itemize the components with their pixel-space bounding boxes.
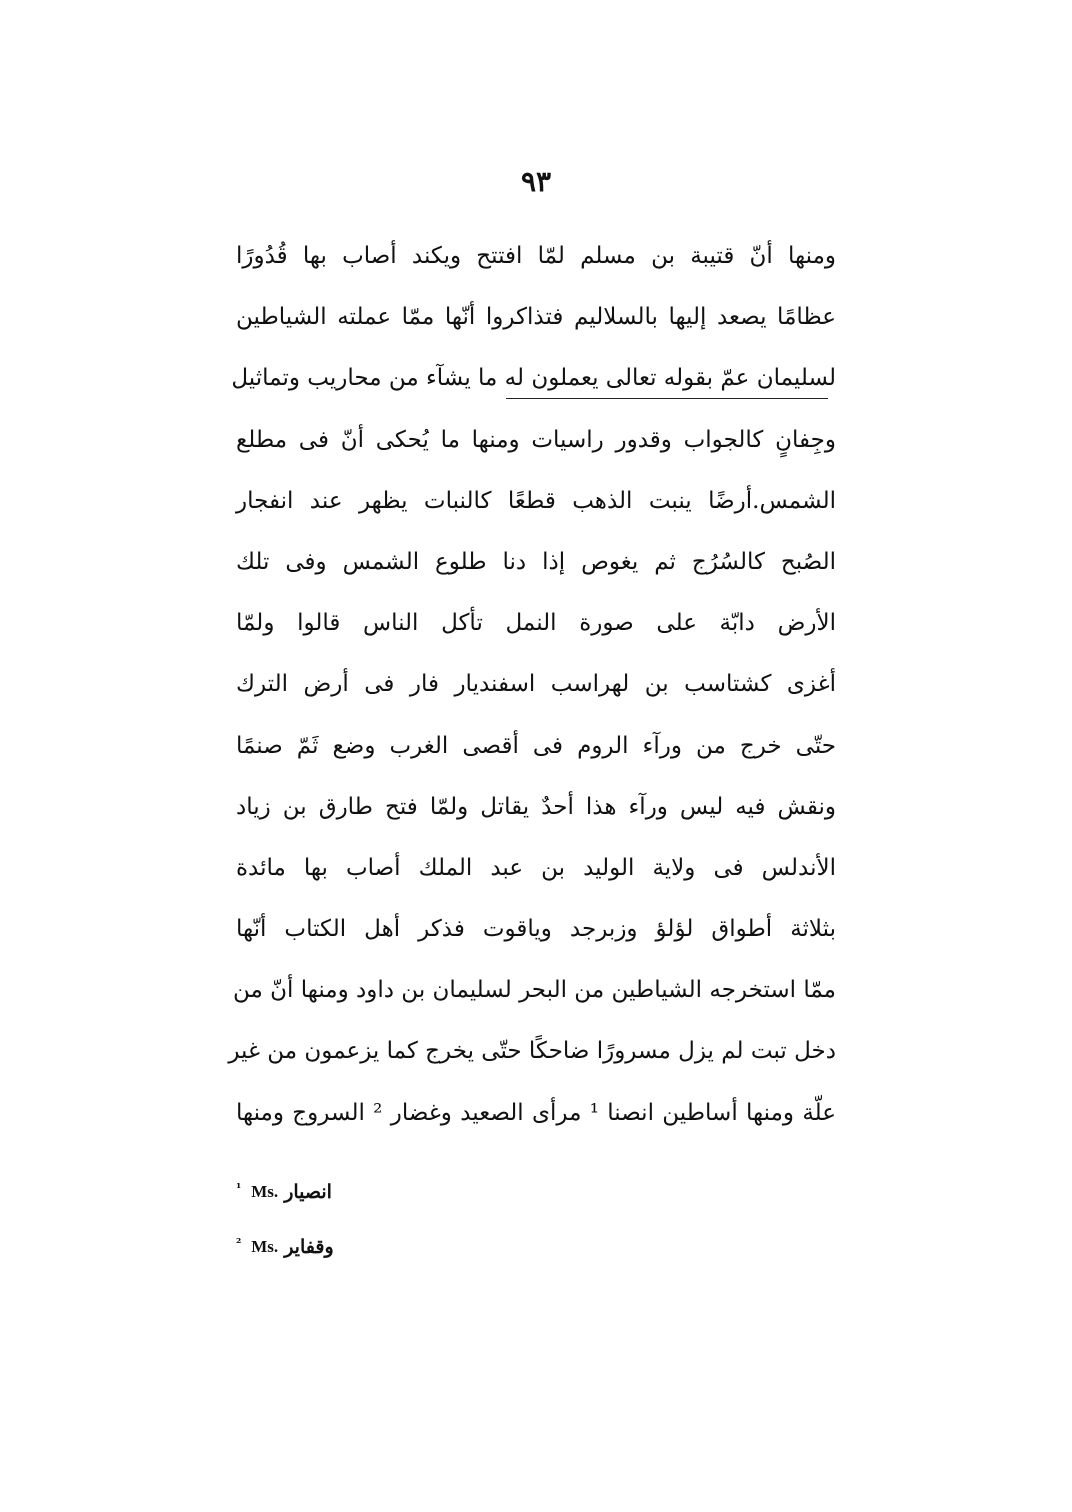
text-line: علّة ومنها أساطين انصنا ¹ مرأى الصعيد وغضار ² السروج ومنها	[236, 1099, 836, 1126]
footnote-marker: ²	[236, 1235, 242, 1250]
footnote-variant-word: انصيار	[284, 1180, 332, 1203]
text-line: حتّى خرج من ورآء الروم فى أقصى الغرب وضع ثَمّ صنمًا	[236, 732, 836, 759]
underline-rule	[506, 398, 828, 399]
page-number: ۹۳	[520, 165, 552, 198]
text-line: وجِفانٍ كالجواب وقدور راسيات ومنها ما يُحكى أنّ فى مطلع	[236, 426, 836, 453]
text-line: أغزى كشتاسب بن لهراسب اسفنديار فار فى أرض الترك	[236, 671, 836, 698]
footnotes	[236, 1164, 356, 1274]
text-line: الأندلس فى ولاية الوليد بن عبد الملك أصاب بها مائدة	[236, 854, 836, 881]
text-line: ومنها أنّ قتيبة بن مسلم لمّا افتتح ويكند أصاب بها قُدُورًا	[236, 243, 836, 269]
footnote-ms-label: Ms.	[251, 1181, 279, 1201]
text-line: ونقش فيه ليس ورآء هذا أحدٌ يقاتل ولمّا فتح طارق بن زياد	[236, 793, 836, 820]
footnote	[236, 1219, 356, 1274]
footnote	[236, 1164, 356, 1219]
body-text	[228, 226, 836, 1144]
text-line: ممّا استخرجه الشياطين من البحر لسليمان بن داود ومنها أنّ من	[233, 977, 836, 1004]
text-line: بثلاثة أطواق لؤلؤ وزبرجد وياقوت فذكر أهل الكتاب أنّها	[236, 916, 836, 943]
text-line: عظامًا يصعد إليها بالسلاليم فتذاكروا أنّها ممّا عملته الشياطين	[236, 304, 836, 331]
text-line: لسليمان عمّ بقوله تعالى يعملون له ما يشآء من محاريب وتماثيل	[231, 365, 836, 392]
text-line: الشمس.أرضًا ينبت الذهب قطعًا كالنبات يظهر عند انفجار	[236, 487, 836, 514]
text-line: الأرض دابّة على صورة النمل تأكل الناس قالوا ولمّا	[236, 610, 836, 637]
text-line: دخل تبت لم يزل مسرورًا ضاحكًا حتّى يخرج كما يزعمون من غير	[228, 1038, 836, 1065]
text-line: الصُبح كالسُرُج ثم يغوص إذا دنا طلوع الشمس وفى تلك	[236, 548, 836, 575]
footnote-marker: ¹	[236, 1180, 242, 1195]
footnote-ms-label: Ms.	[251, 1236, 279, 1256]
footnote-variant-word: وقفاير	[284, 1235, 334, 1258]
